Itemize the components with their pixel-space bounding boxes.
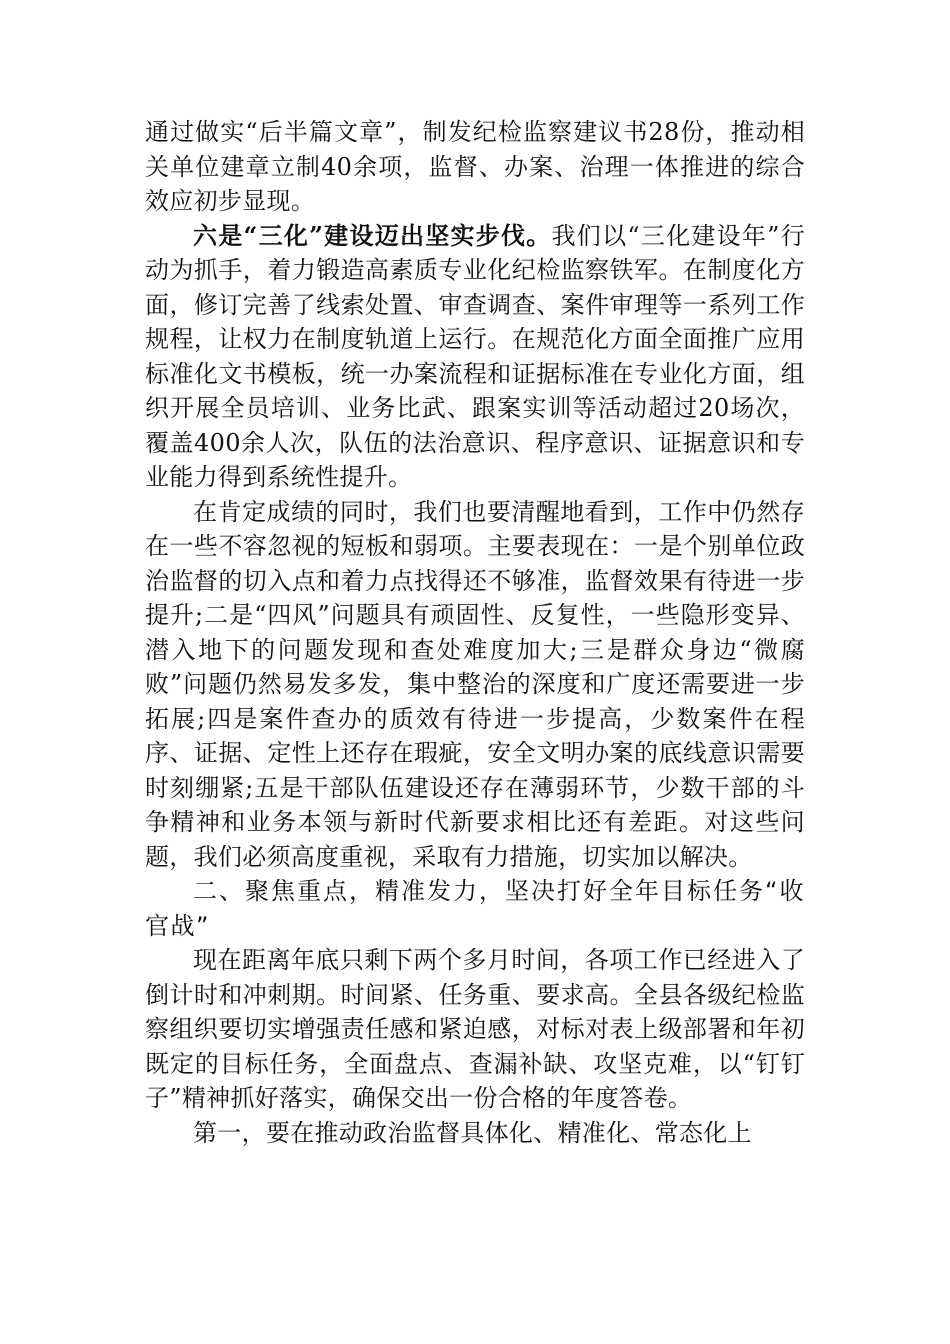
paragraph-shortcomings: 在肯定成绩的同时，我们也要清醒地看到，工作中仍然存在一些不容忽视的短板和弱项。主要表现在：一是个别单位政治监督的切入点和着力点找得还不够准，监督效果有待进一步提升;二是“四风”问题具有顽固性、反复性，一些隐形变异、潜入地下的问题发现和查处难度加大;三是群众身边“微腐败”问题仍然易发多发，集中整治的深度和广度还需要进一步拓展;四是案件查办的质效有待进一步提高，少数案件在程序、证据、定性上还存在瑕疵，安全文明办案的底线意识需要时刻绷紧;五是干部队伍建设还存在薄弱环节，少数干部的斗争精神和业务本领与新时代新要求相比还有差距。对这些问题，我们必须高度重视，采取有力措施，切实加以解决。 [145, 497, 805, 871]
paragraph-continuation: 通过做实“后半篇文章”，制发纪检监察建议书28份，推动相关单位建章立制40余项，监督、办案、治理一体推进的综合效应初步显现。 [145, 118, 805, 215]
paragraph-lead-bold: 六是“三化”建设迈出坚实步伐。 [193, 220, 552, 250]
section-heading: 二、聚焦重点，精准发力，坚决打好全年目标任务“收官战” [145, 877, 805, 940]
document-body [145, 115, 805, 1150]
paragraph-year-end-tasks: 现在距离年底只剩下两个多月时间，各项工作已经进入了倒计时和冲刺期。时间紧、任务重、要求高。全县各级纪检监察组织要切实增强责任感和紧迫感，对标对表上级部署和年初既定的目标任务，全面盘点、查漏补缺、攻坚克难，以“钉钉子”精神抓好落实，确保交出一份合格的年度答卷。 [145, 946, 805, 1112]
paragraph-three-modernizations [145, 219, 805, 495]
paragraph-first-point: 第一，要在推动政治监督具体化、精准化、常态化上 [193, 1118, 752, 1147]
paragraph-body: 我们以“三化建设年”行动为抓手，着力锻造高素质专业化纪检监察铁军。在制度化方面，修订完善了线索处置、审查调查、案件审理等一系列工作规程，让权力在制度轨道上运行。在规范化方面全面推广应用标准化文书模板，统一办案流程和证据标准在专业化方面，组织开展全员培训、业务比武、跟案实训等活动超过20场次，覆盖400余人次，队伍的法治意识、程序意识、证据意识和专业能力得到系统性提升。 [145, 221, 806, 491]
